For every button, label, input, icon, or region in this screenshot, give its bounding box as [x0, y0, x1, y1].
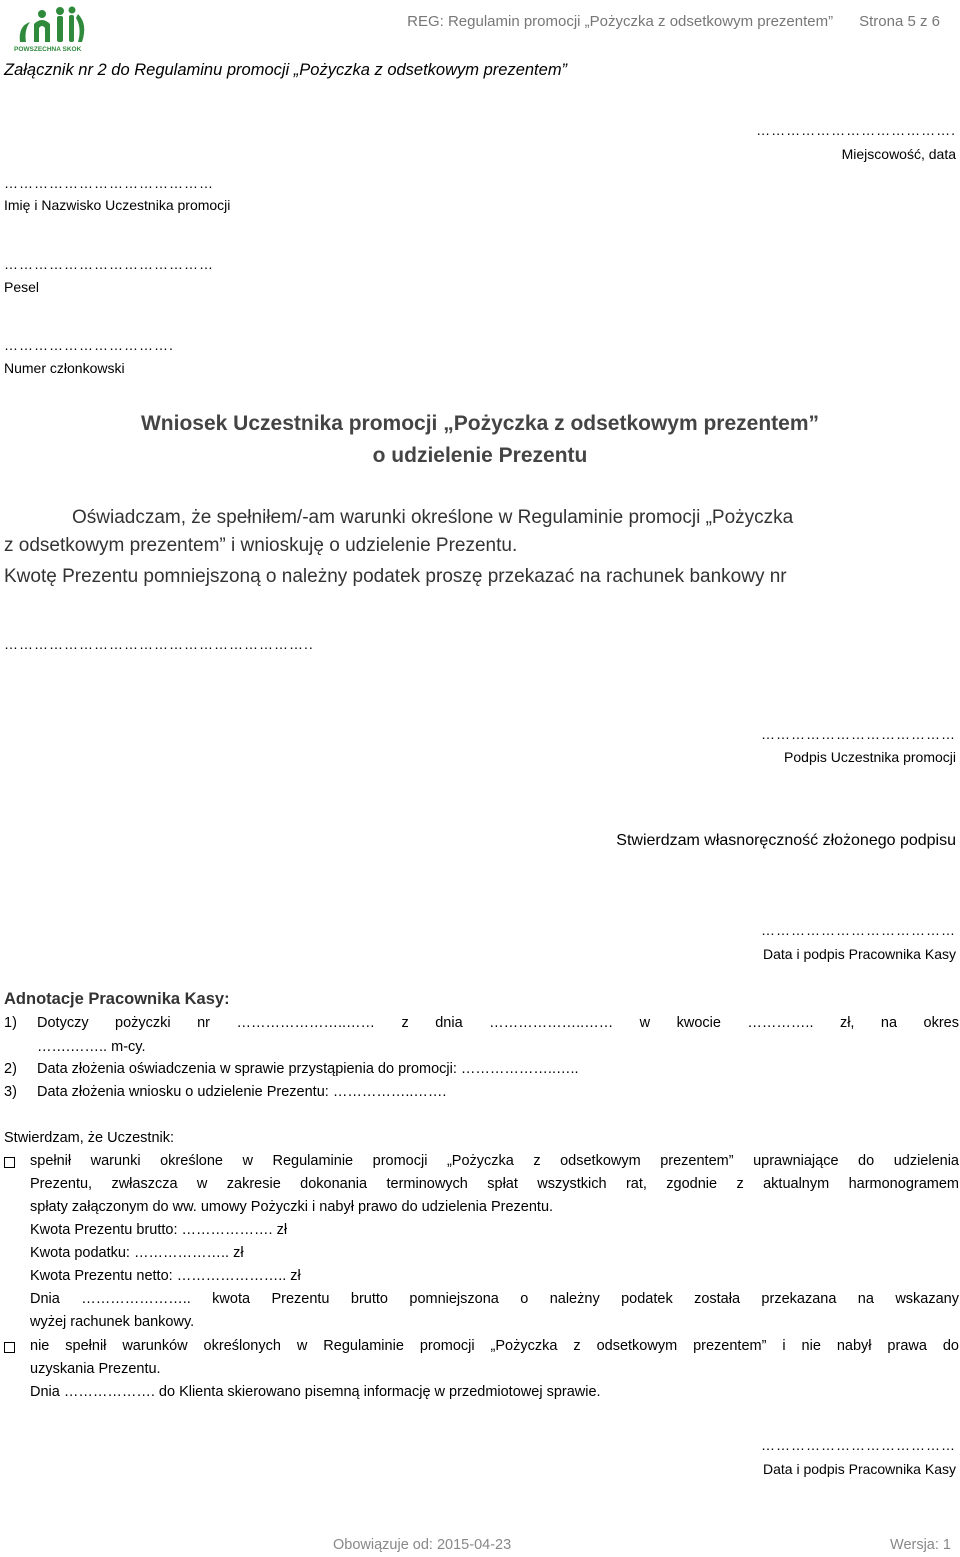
final-signature-dots: …………………………………: [761, 1437, 956, 1453]
form-title-line2: o udzielenie Prezentu: [372, 444, 588, 467]
checkbox-not-fulfilled[interactable]: [4, 1342, 15, 1353]
net-amount: Kwota Prezentu netto: ………………….. zł: [30, 1268, 301, 1284]
annotation-2-number: 2): [4, 1061, 17, 1077]
name-dots: ……………………………………: [4, 175, 214, 191]
footer-valid-from: Obowiązuje od: 2015-04-23: [333, 1537, 512, 1553]
annotation-3-number: 3): [4, 1084, 17, 1100]
verification-heading: Stwierdzam, że Uczestnik:: [4, 1130, 175, 1146]
member-dots: …………………………….: [4, 337, 174, 353]
footer-version: Wersja: 1: [890, 1537, 951, 1553]
member-label: Numer członkowski: [4, 360, 125, 376]
statement-line3: Kwotę Prezentu pomniejszoną o należny podatek proszę przekazać na rachunek bankowy nr: [4, 566, 787, 587]
regulation-title: REG: Regulamin promocji „Pożyczka z odsetkowym prezentem”: [407, 13, 834, 30]
participant-signature-label: Podpis Uczestnika promocji: [784, 749, 956, 765]
date-dots: ………………………………….: [756, 122, 956, 138]
transfer-date-line1: Dnia ………………….. kwota Prezentu brutto pomniejszona o należny podatek została przekazana na wskazany: [30, 1291, 959, 1307]
tax-amount: Kwota podatku: ……………….. zł: [30, 1245, 244, 1261]
fulfilled-line1: spełnił warunki określone w Regulaminie promocji „Pożyczka z odsetkowym prezentem” uprawniające do udzielenia: [30, 1153, 959, 1169]
gross-amount: Kwota Prezentu brutto: ………………. zł: [30, 1222, 288, 1238]
not-fulfilled-line1: nie spełnił warunków określonych w Regulaminie promocji „Pożyczka z odsetkowym prezentem” i nie nabył prawa do: [30, 1338, 959, 1354]
annotation-1-line2: …….…….. m-cy.: [37, 1039, 146, 1055]
confirm-text: Stwierdzam własnoręczność złożonego podpisu: [616, 832, 956, 849]
skok-logo-icon: [12, 4, 92, 62]
skok-logo: [12, 4, 92, 62]
page-number: Strona 5 z 6: [859, 13, 940, 30]
page-header: [407, 13, 940, 30]
fulfilled-line2: Prezentu, zwłaszcza w zakresie dokonania terminowych spłat wszystkich rat, zgodnie z aktualnym harmonogramem: [30, 1176, 959, 1192]
name-label: Imię i Nazwisko Uczestnika promocji: [4, 197, 231, 213]
account-dots: ……………………………………………………..: [4, 636, 314, 652]
statement-line2: z odsetkowym prezentem” i wnioskuję o udzielenie Prezentu.: [4, 535, 518, 556]
final-signature-label: Data i podpis Pracownika Kasy: [763, 1461, 956, 1477]
pesel-label: Pesel: [4, 279, 40, 295]
annex-title: Załącznik nr 2 do Regulaminu promocji „Pożyczka z odsetkowym prezentem”: [4, 61, 568, 79]
annotation-1-number: 1): [4, 1015, 17, 1031]
annotation-1-line1: Dotyczy pożyczki nr …………………..…… z dnia ………………..…… w kwocie ………….. zł, na okres: [37, 1015, 959, 1031]
transfer-date-line2: wyżej rachunek bankowy.: [30, 1314, 195, 1330]
annotation-2: Data złożenia oświadczenia w sprawie przystąpienia do promocji: ………………..…..: [37, 1061, 579, 1077]
not-fulfilled-line2: uzyskania Prezentu.: [30, 1361, 161, 1377]
information-date: Dnia ………………. do Klienta skierowano pisemną informację w przedmiotowej sprawie.: [30, 1384, 601, 1400]
confirm-signature-dots: …………………………………: [761, 922, 956, 938]
annotation-3: Data złożenia wniosku o udzielenie Prezentu: ……………..…….: [37, 1084, 447, 1100]
fulfilled-line3: spłaty załączonym do ww. umowy Pożyczki i nabył prawo do udzielenia Prezentu.: [30, 1199, 554, 1215]
date-label: Miejscowość, data: [841, 146, 956, 162]
annotations-heading: Adnotacje Pracownika Kasy:: [4, 990, 230, 1008]
logo-text: POWSZECHNA SKOK: [14, 46, 82, 53]
participant-signature-dots: …………………………………: [761, 726, 956, 742]
pesel-dots: ……………………………………: [4, 256, 214, 272]
confirm-signature-label: Data i podpis Pracownika Kasy: [763, 946, 956, 962]
form-title-line1: Wniosek Uczestnika promocji „Pożyczka z odsetkowym prezentem”: [140, 412, 820, 435]
statement-line1: Oświadczam, że spełniłem/-am warunki określone w Regulaminie promocji „Pożyczka: [72, 507, 794, 528]
checkbox-fulfilled[interactable]: [4, 1157, 15, 1168]
